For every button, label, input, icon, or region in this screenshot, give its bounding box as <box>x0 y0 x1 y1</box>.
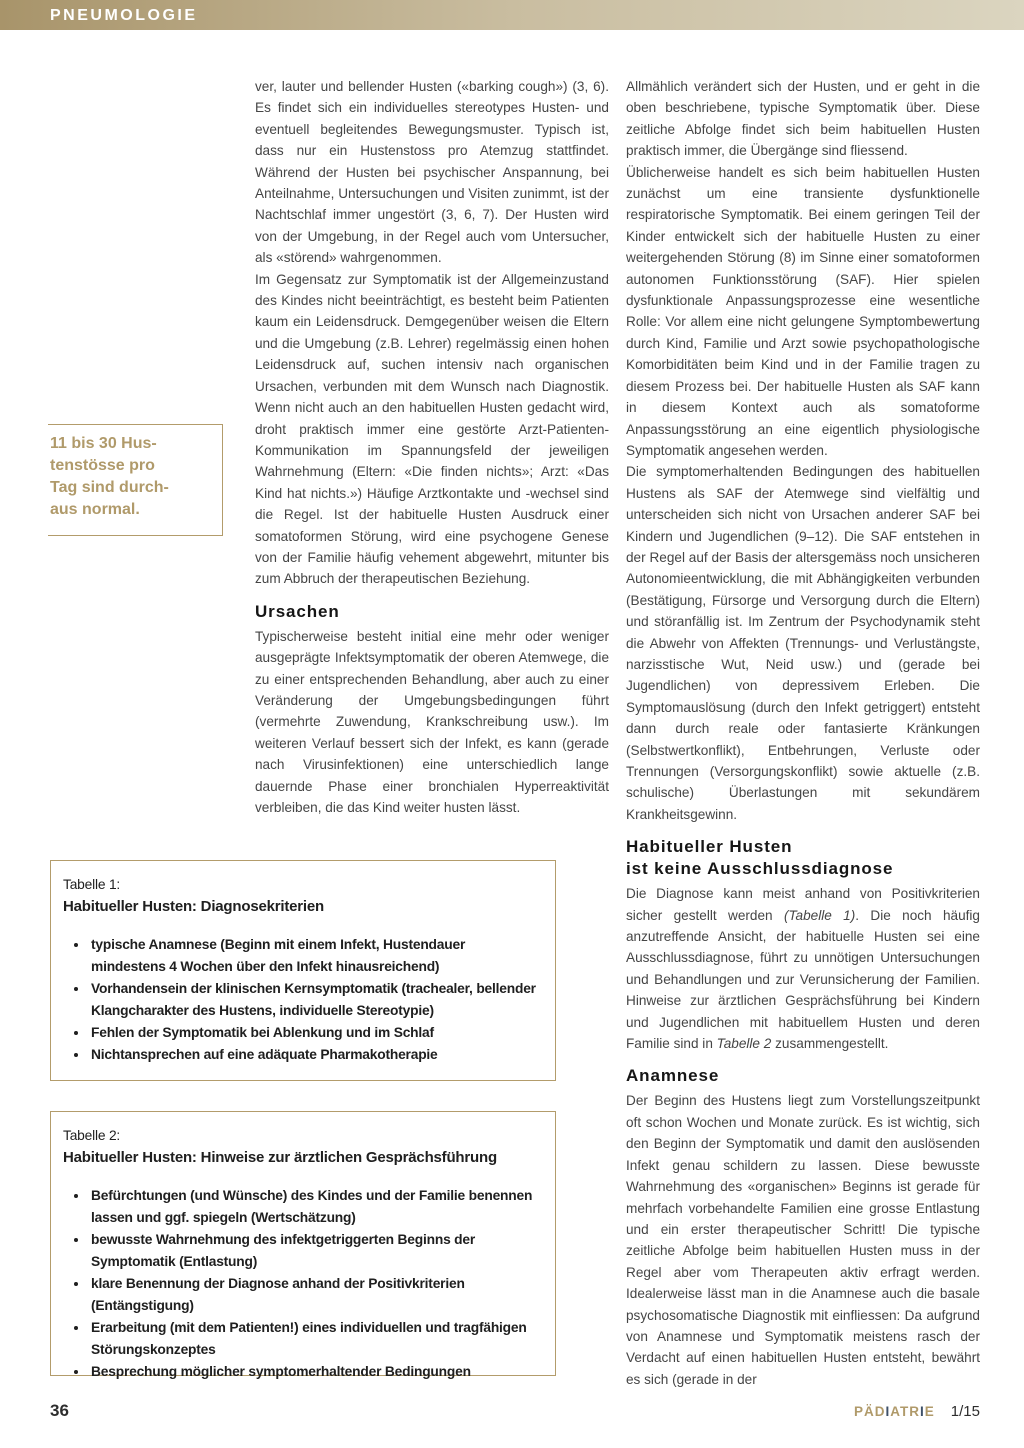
page-number: 36 <box>50 1401 69 1420</box>
pull-quote-line: tenstösse pro <box>50 457 155 474</box>
heading-line: Habitueller Husten <box>626 837 793 857</box>
pull-quote-line: aus normal. <box>50 501 140 518</box>
heading-line: ist keine Ausschlussdiagnose <box>626 859 894 879</box>
table-1-box <box>50 860 556 1081</box>
pull-quote-line: Tag sind durch- <box>50 479 169 496</box>
table-bullet: • Nichtansprechen auf eine adäquate Pharmakotherapie <box>89 1044 543 1066</box>
table-1-title: Habitueller Husten: Diagnosekriterien <box>63 898 324 915</box>
pull-quote <box>48 424 223 536</box>
body-paragraph: Allmählich verändert sich der Husten, und er geht in die oben beschriebene, typische Symptomatik über. Diese zeitliche Abfolge findet sich beim habituellen Husten praktisch immer, die Übergänge sind fliessend. <box>626 79 980 159</box>
footer-right <box>854 1403 980 1421</box>
table-bullet: • klare Benennung der Diagnose anhand der Positivkriterien (Entängstigung) <box>89 1273 543 1317</box>
heading-keine-ausschlussdiagnose <box>626 836 980 880</box>
table-2-bullet-list <box>63 1185 543 1383</box>
table-2-label: Tabelle 2: <box>63 1128 121 1143</box>
body-paragraph: Typischerweise besteht initial eine mehr oder weniger ausgeprägte Infektsymptomatik der oberen Atemwege, die zu einer entsprechenden Behandlung, aber auch zu einer Veränderung der Umgebungsbedingungen führt (vermehrte Zuwendung, Krankschreibung usw.). Im weiteren Verlauf bessert sich der Infekt, es kann (gerade nach Virusinfektionen) eine unterschiedlich lange dauernde Phase einer bronchialen Hyperreaktivität verbleiben, die das Kind weiter husten lässt. <box>255 628 609 815</box>
body-paragraph: ver, lauter und bellender Husten («barking cough») (3, 6). Es findet sich ein individuelles stereotypes Husten- und eventuell begleitendes Bewegungsmuster. Typisch ist, dass nur ein Hustenstoss pro Atemzug stattfindet. Während der Husten bei psychischer Anspannung, bei Anteilnahme, Untersuchungen und Visiten zunimmt, ist der Nachtschlaf immer ungestört (3, 6, 7). Der Husten wird von der Umgebung, in der Regel auch vom Untersucher, als «störend» wahrgenommen. <box>255 79 609 266</box>
table-bullet: • Erarbeitung (mit dem Patienten!) eines individuellen und tragfähigen Störungskonzeptes <box>89 1317 543 1361</box>
table-bullet: • Fehlen der Symptomatik bei Ablenkung und im Schlaf <box>89 1022 543 1044</box>
journal-logo-segment: ATR <box>890 1404 921 1419</box>
body-paragraph: Der Beginn des Hustens liegt zum Vorstellungszeitpunkt oft schon Wochen und Monate zurück. Es ist wichtig, sich den Beginn der Symptomatik und damit den auslösenden Infekt genau schildern zu lassen. Diese bewusste Wahrnehmung des «organischen» Beginns ist gerade für mehrfach vorbehandelte Familien eine grosse Entlastung und ein erster therapeutischer Schritt! Die typische zeitliche Abfolge beim habituellen Husten muss in der Regel aber vom Therapeuten aktiv erfragt werden. Idealerweise lässt man in die Anamnese auch die basale psychosomatische Diagnostik mit einfliessen: Da aufgrund von Anamnese und Symptomatik meistens rasch der Verdacht auf einen habituellen Husten entsteht, bewährt es sich (gerade in der <box>626 1093 980 1387</box>
table-bullet: • Vorhandensein der klinischen Kernsymptomatik (trachealer, bellender Klangcharakter des Hustens, individuelle Stereotypie) <box>89 978 543 1022</box>
paragraph-text: zusammengestellt. <box>771 1036 889 1052</box>
table-2-title: Habitueller Husten: Hinweise zur ärztlichen Gesprächsführung <box>63 1149 497 1166</box>
journal-logo-segment: E <box>924 1404 935 1419</box>
left-column <box>255 76 609 818</box>
paragraph-text: Die Diagnose kann meist anhand von Positivkriterien sicher gestellt werden <box>626 886 980 923</box>
journal-logo <box>854 1404 935 1419</box>
heading-ursachen: Ursachen <box>255 601 340 621</box>
section-header-bar <box>0 0 1024 30</box>
table-bullet: • bewusste Wahrnehmung des infektgetriggerten Beginns der Symptomatik (Entlastung) <box>89 1229 543 1273</box>
heading-anamnese: Anamnese <box>626 1066 720 1086</box>
right-column <box>626 76 980 1390</box>
table-2-box <box>50 1111 556 1379</box>
body-paragraph: Die symptomerhaltenden Bedingungen des habituellen Hustens als SAF der Atemwege sind vielfältig und unterscheiden sich nicht von Ursachen anderer SAF bei Kindern und Jugendlichen (9–12). Die SAF entstehen in der Regel auf der Basis der altersgemäss noch unsicheren Autonomieentwicklung, die mit Abhängigkeiten verbunden (Bestätigung, Fürsorge und Versorgung durch die Eltern) und störanfällig ist. Im Zentrum der Psychodynamik steht die Abwehr von Affekten (Trennungs- und Verlustängste, narzisstische Wut, Neid usw.) und (gerade bei Jugendlichen) von depressivem Erleben. Die Symptomauslösung (durch den Infekt getriggert) entsteht dann durch reale oder fantasierte Kränkungen (Selbstwertkonflikt), Entbehrungen, Verluste oder Trennungen (Versorgungskonflikt) sowie aktuelle (z.B. schulische) Überlastungen mit sekundärem Krankheitsgewinn. <box>626 464 980 822</box>
journal-logo-segment: I <box>885 1404 891 1419</box>
table-reference: (Tabelle 1) <box>783 907 856 923</box>
section-label: PNEUMOLOGIE <box>50 7 198 24</box>
journal-logo-segment: PÄD <box>853 1404 886 1419</box>
body-paragraph: Im Gegensatz zur Symptomatik ist der Allgemeinzustand des Kindes nicht beeinträchtigt, es besteht beim Patienten kaum ein Leidensdruck. Demgegenüber weisen die Eltern und die Umgebung (z.B. Lehrer) regelmässig einen hohen Leidensdruck auf, suchen intensiv nach organischen Ursachen, verbunden mit dem Wunsch nach Diagnostik. Wenn nicht auch an den habituellen Husten gedacht wird, droht praktisch immer eine gestörte Arzt-Patienten-Kommunikation im Spannungsfeld der jeweiligen Wahrnehmung (Eltern: «Die finden nichts»; Arzt: «Das Kind hat nichts.») Häufige Arztkontakte und -wechsel sind die Regel. Ist der habituelle Husten Ausdruck einer somatoformen Störung, wird eine psychogene Genese von der Familie häufig vehement abgewehrt, mitunter bis zum Abbruch der therapeutischen Beziehung. <box>255 271 609 587</box>
issue-number: 1/15 <box>950 1403 980 1420</box>
paragraph-text: . Die noch häufig anzutreffende Ansicht, der habituelle Husten sei eine Ausschlussdiagnose, führt zu unnötigen Untersuchungen und Behandlungen und zur Verunsicherung der Familien. Hinweise zur ärztlichen Gesprächsführung bei Kindern und Jugendlichen mit habituellem Husten und deren Familie sind in <box>626 907 980 1052</box>
table-1-label: Tabelle 1: <box>63 877 121 892</box>
table-reference: Tabelle 2 <box>716 1036 772 1052</box>
pull-quote-line: 11 bis 30 Hus- <box>50 435 157 452</box>
table-bullet: • typische Anamnese (Beginn mit einem Infekt, Hustendauer mindestens 4 Wochen über den Infekt hinausreichend) <box>89 934 543 978</box>
table-bullet: • Befürchtungen (und Wünsche) des Kindes und der Familie benennen lassen und ggf. spiegeln (Wertschätzung) <box>89 1185 543 1229</box>
table-bullet: • Besprechung möglicher symptomerhaltender Bedingungen <box>89 1361 543 1383</box>
body-paragraph: Üblicherweise handelt es sich beim habituellen Husten zunächst um eine transiente dysfunktionelle respiratorische Symptomatik. Bei einem geringen Teil der Kinder entwickelt sich der habituelle Husten zu einer weitergehenden Störung (8) im Sinne einer somatoformen autonomen Funktionsstörung (SAF). Hier spielen dysfunktionale Anpassungsprozesse eine wesentliche Rolle: Vor allem eine nicht gelungene Symptombewertung durch Kind, Familie und Arzt sowie psychopathologische Komorbiditäten beim Kind und in der Familie tragen zu diesem Prozess bei. Der habituelle Husten als SAF kann in diesem Kontext auch als somatoforme Anpassungsstörung an eine eigentlich physiologische Symptomatik angesehen werden. <box>626 164 980 458</box>
table-1-bullet-list <box>63 934 543 1066</box>
body-paragraph <box>626 883 980 1054</box>
journal-logo-segment: I <box>920 1404 925 1419</box>
